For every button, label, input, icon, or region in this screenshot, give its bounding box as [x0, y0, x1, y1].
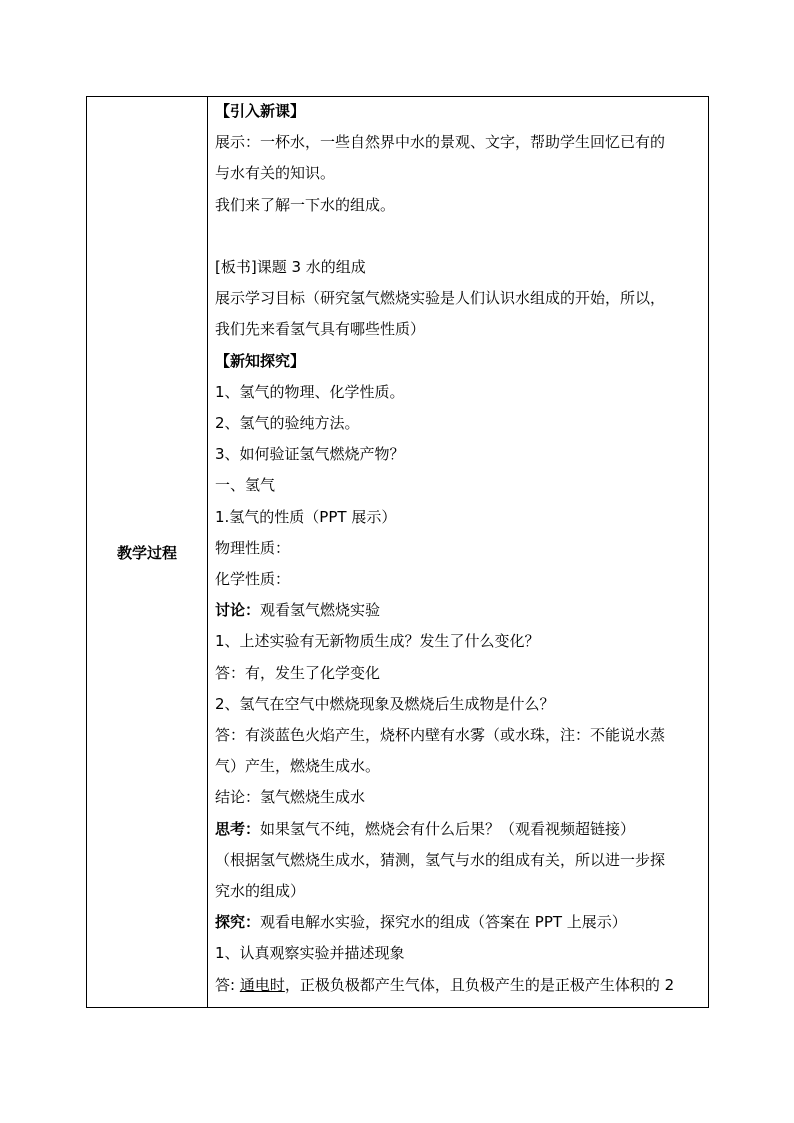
underlined-term: 通电时 — [239, 975, 285, 994]
content-line — [215, 382, 405, 402]
line-text: 展示学习目标（研究氢气燃烧实验是人们认识水组成的开始，所以， — [215, 289, 666, 308]
content-line — [215, 163, 335, 183]
line-text: 3、如何验证氢气燃烧产物？ — [215, 445, 405, 464]
content-line — [215, 475, 275, 495]
bold-lead: 思考： — [215, 819, 261, 838]
content-line — [215, 819, 635, 839]
line-text: 我们来了解一下水的组成。 — [215, 195, 396, 214]
line-text: 与水有关的知识。 — [215, 164, 336, 183]
line-text: 究水的组成） — [215, 882, 306, 900]
line-text: 观看氢气燃烧实验 — [260, 601, 381, 620]
line-text: 答：有，发生了化学变化 — [215, 663, 381, 682]
line-text: 物理性质： — [215, 538, 291, 557]
line-text: 答：有淡蓝色火焰产生，烧杯内壁有水雾（或水珠，注：不能说水蒸 — [215, 726, 666, 744]
content-line — [215, 631, 540, 651]
line-text: （根据氢气燃烧生成水，猜测，氢气与水的组成有关，所以进一步探 — [215, 850, 666, 869]
line-text: 化学性质： — [215, 570, 291, 588]
line-text: 1、氢气的物理、化学性质。 — [215, 382, 405, 401]
section-label: 教学过程 — [116, 544, 177, 562]
line-text: 1.氢气的性质（PPT 展示） — [215, 507, 397, 526]
line-text: 如果氢气不纯，燃烧会有什么后果？（观看视频超链接） — [260, 819, 636, 838]
content-line — [215, 756, 380, 776]
content-line — [215, 912, 627, 932]
content-line — [215, 413, 360, 433]
content-line — [215, 943, 405, 963]
content-line — [215, 507, 396, 527]
bold-lead: 【新知探究】 — [215, 351, 306, 370]
content-line — [215, 850, 665, 870]
line-text: 结论：氢气燃烧生成水 — [215, 788, 366, 807]
content-line — [215, 881, 305, 901]
content-line — [215, 569, 290, 589]
content-line — [215, 725, 665, 745]
bold-lead: 探究： — [215, 913, 261, 932]
line-text: 2、氢气的验纯方法。 — [215, 414, 360, 432]
content-line — [215, 600, 380, 620]
bold-lead: 【引入新课】 — [215, 102, 306, 120]
bold-lead: 讨论： — [215, 601, 261, 620]
content-line — [215, 101, 305, 121]
content-line — [215, 319, 425, 339]
line-text: 观看电解水实验，探究水的组成（答案在 PPT 上展示） — [260, 913, 627, 932]
answer-prefix: 答: — [215, 975, 240, 994]
content-line — [215, 787, 365, 807]
content-line — [215, 257, 366, 277]
content-line — [215, 351, 305, 371]
content-line — [215, 195, 395, 215]
section-label-cell — [87, 97, 208, 1007]
content-line — [215, 694, 555, 714]
line-text: 1、上述实验有无新物质生成？发生了什么变化？ — [215, 632, 540, 651]
answer-rest: ，正极负极都产生气体，且负极产生的是正极产生体积的 2 — [284, 975, 675, 994]
content-line — [215, 132, 665, 152]
lesson-table — [86, 96, 709, 1008]
line-text: 我们先来看氢气具有哪些性质） — [215, 320, 426, 339]
content-line-last — [215, 975, 674, 995]
line-text: 一、氢气 — [215, 476, 276, 495]
content-line — [215, 444, 405, 464]
line-text: 2、氢气在空气中燃烧现象及燃烧后生成物是什么？ — [215, 694, 555, 713]
line-text: 气）产生，燃烧生成水。 — [215, 757, 381, 776]
content-line — [215, 288, 665, 308]
line-text: 展示：一杯水，一些自然界中水的景观、文字，帮助学生回忆已有的 — [215, 133, 666, 152]
line-text: [板书]课题 3 水的组成 — [215, 258, 366, 276]
content-line — [215, 663, 380, 683]
content-line — [215, 538, 290, 558]
line-text: 1、认真观察实验并描述现象 — [215, 944, 405, 963]
